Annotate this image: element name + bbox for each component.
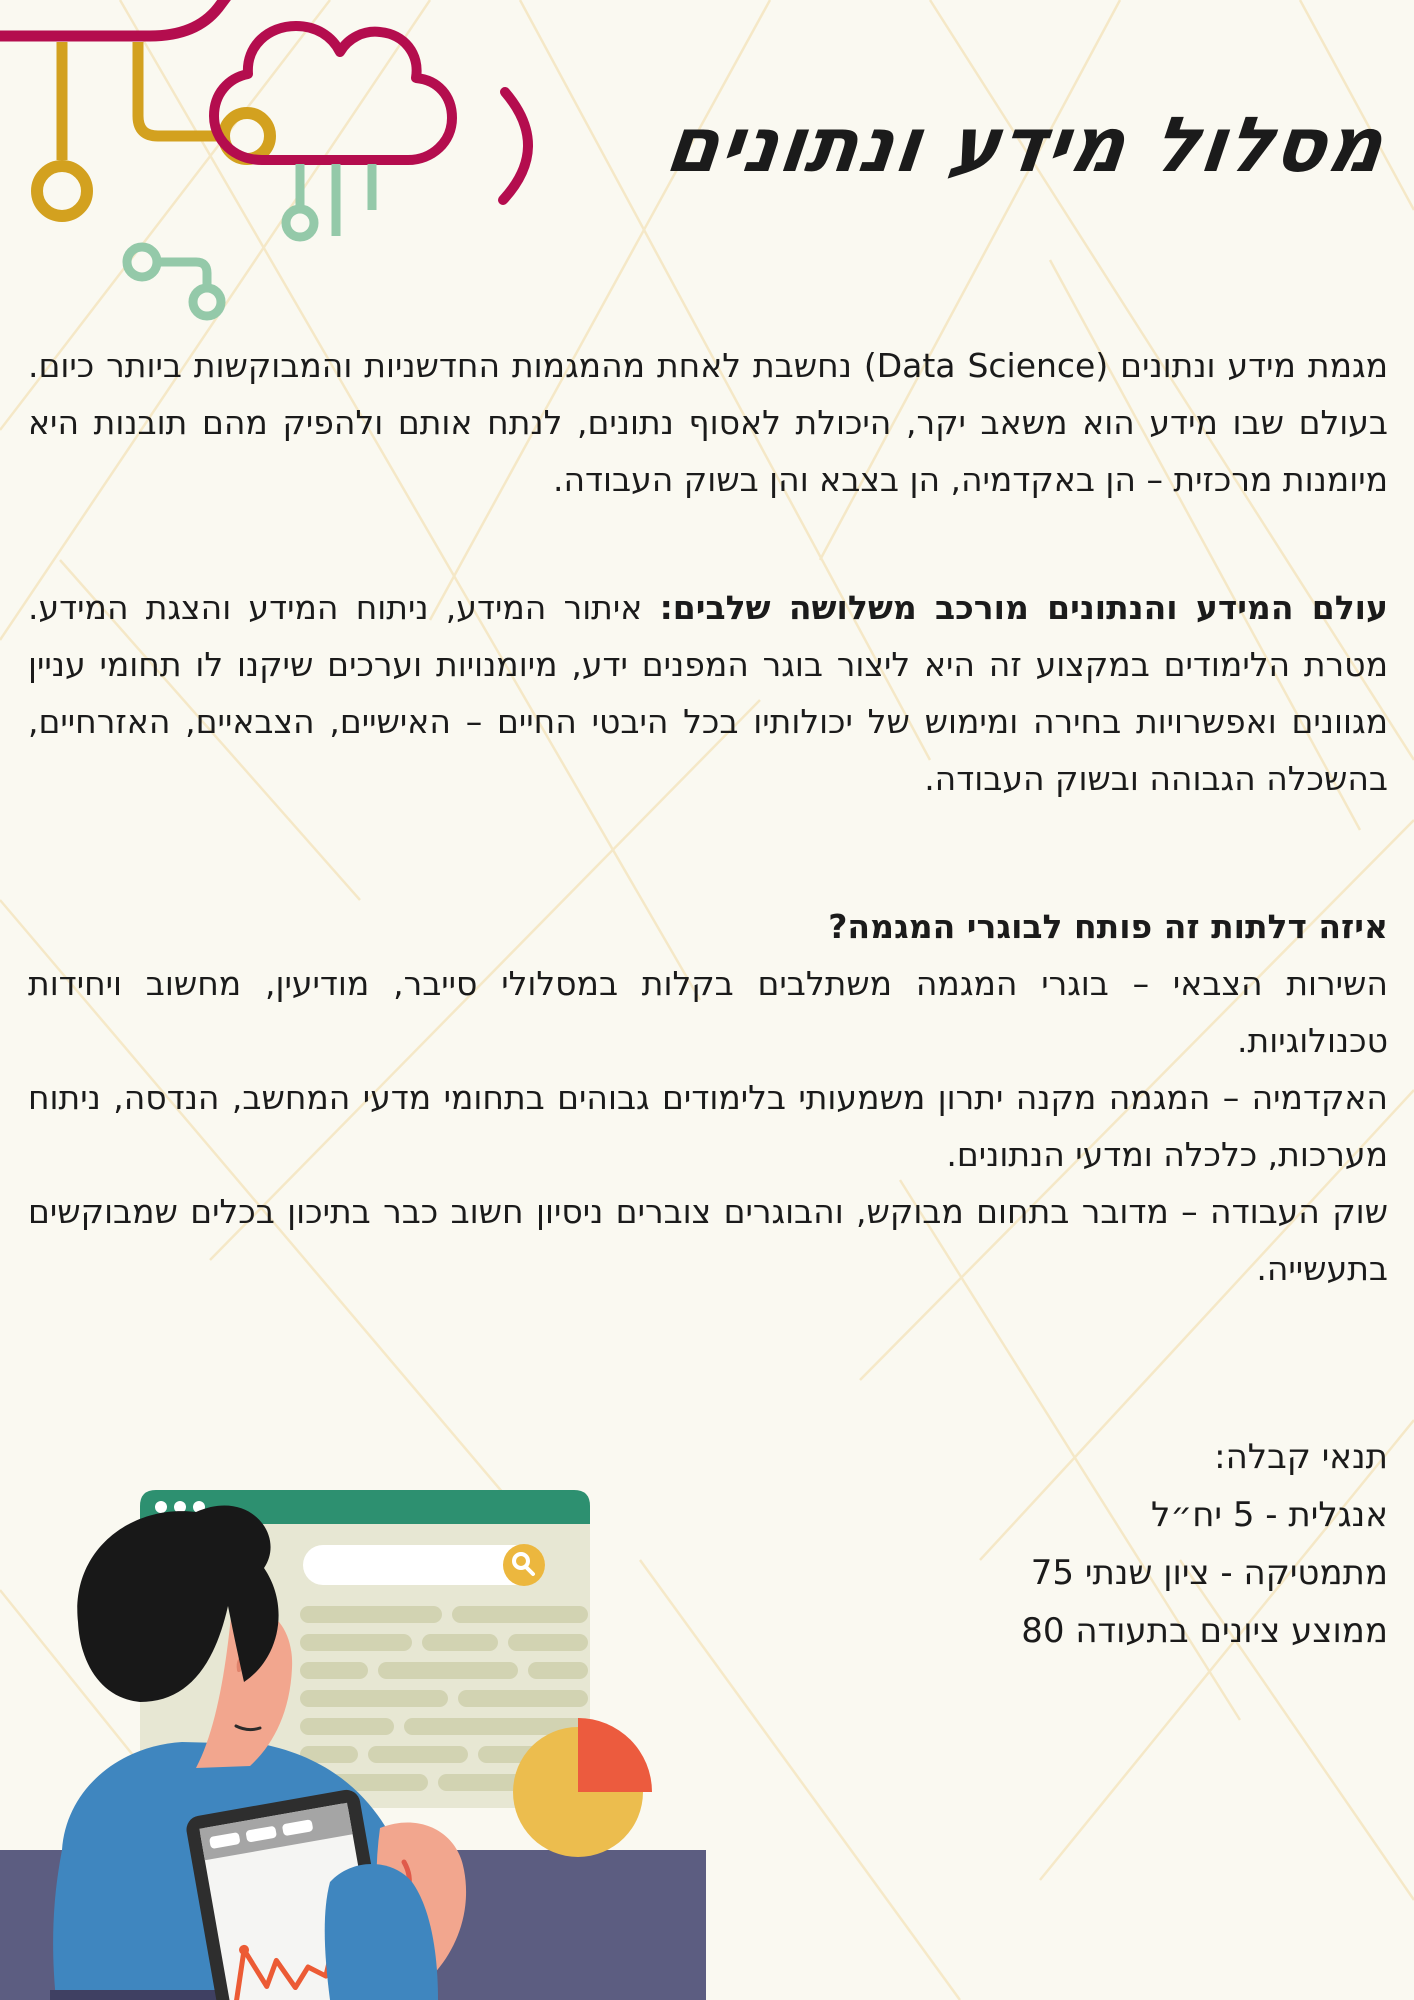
doors-section (28, 898, 1388, 1297)
doors-item-work: שוק העבודה – מדובר בתחום מבוקש, והבוגרים צוברים ניסיון חשוב כבר בתיכון בכלים שמבוקשים בתעשייה. (28, 1192, 1388, 1288)
admission-item-average: ממוצע ציונים בתעודה 80 (1021, 1611, 1388, 1651)
intro-paragraph: מגמת מידע ונתונים (Data Science) נחשבת לאחת מהמגמות החדשניות והמבוקשות ביותר כיום. בעולם שבו מידע הוא משאב יקר, היכולת לאסוף נתונים, לנתח אותם ולהפיק מהם תובנות היא מיומנות מרכזית – הן באקדמיה, הן בצבא והן בשוק העבודה. (28, 346, 1388, 499)
stages-lead-bold: עולם המידע והנתונים מורכב משלושה שלבים: (659, 588, 1388, 627)
admission-item-math: מתמטיקה - ציון שנתי 75 (1030, 1553, 1388, 1593)
doors-item-army: השירות הצבאי – בוגרי המגמה משתלבים בקלות במסלולי סייבר, מודיעין, מחשוב ויחידות טכנולוגיות. (28, 964, 1388, 1060)
hair-shape (77, 1506, 278, 1702)
crimson-arc (503, 92, 528, 200)
admission-section (1021, 1428, 1388, 1660)
magnifier-icon (503, 1544, 545, 1586)
doors-heading: איזה דלתות זה פותח לבוגרי המגמה? (828, 907, 1388, 946)
admission-heading: תנאי קבלה: (1214, 1437, 1388, 1477)
page-title: מסלול מידע ונתונים (661, 100, 1391, 189)
data-science-illustration (0, 1430, 730, 2000)
doors-item-academy: האקדמיה – המגמה מקנה יתרון משמעותי בלימודים גבוהים בתחומי מדעי המחשב, הנדסה, ניתוח מערכות, כלכלה ומדעי הנתונים. (28, 1078, 1388, 1174)
stages-rest: איתור המידע, ניתוח המידע והצגת המידע. מטרת הלימודים במקצוע זה היא ליצור בוגר המפנים ידע, מיומנויות וערכים שיקנו לו תחומי עניין מגוונים ואפשרויות בחירה ומימוש של יכולותיו בכל היבטי החיים – האישיים, הצבאיים, האזרחיים, בהשכלה הגבוהה ובשוק העבודה. (28, 588, 1388, 798)
cloud-outline-icon (214, 26, 452, 160)
crimson-circuit-line (0, 0, 230, 36)
network-nodes-mint-icon (127, 164, 372, 316)
header-decoration (0, 0, 580, 350)
admission-item-english: אנגלית - 5 יח״ל (1150, 1495, 1388, 1535)
stages-paragraph (28, 579, 1388, 807)
network-nodes-gold-icon (37, 42, 270, 216)
